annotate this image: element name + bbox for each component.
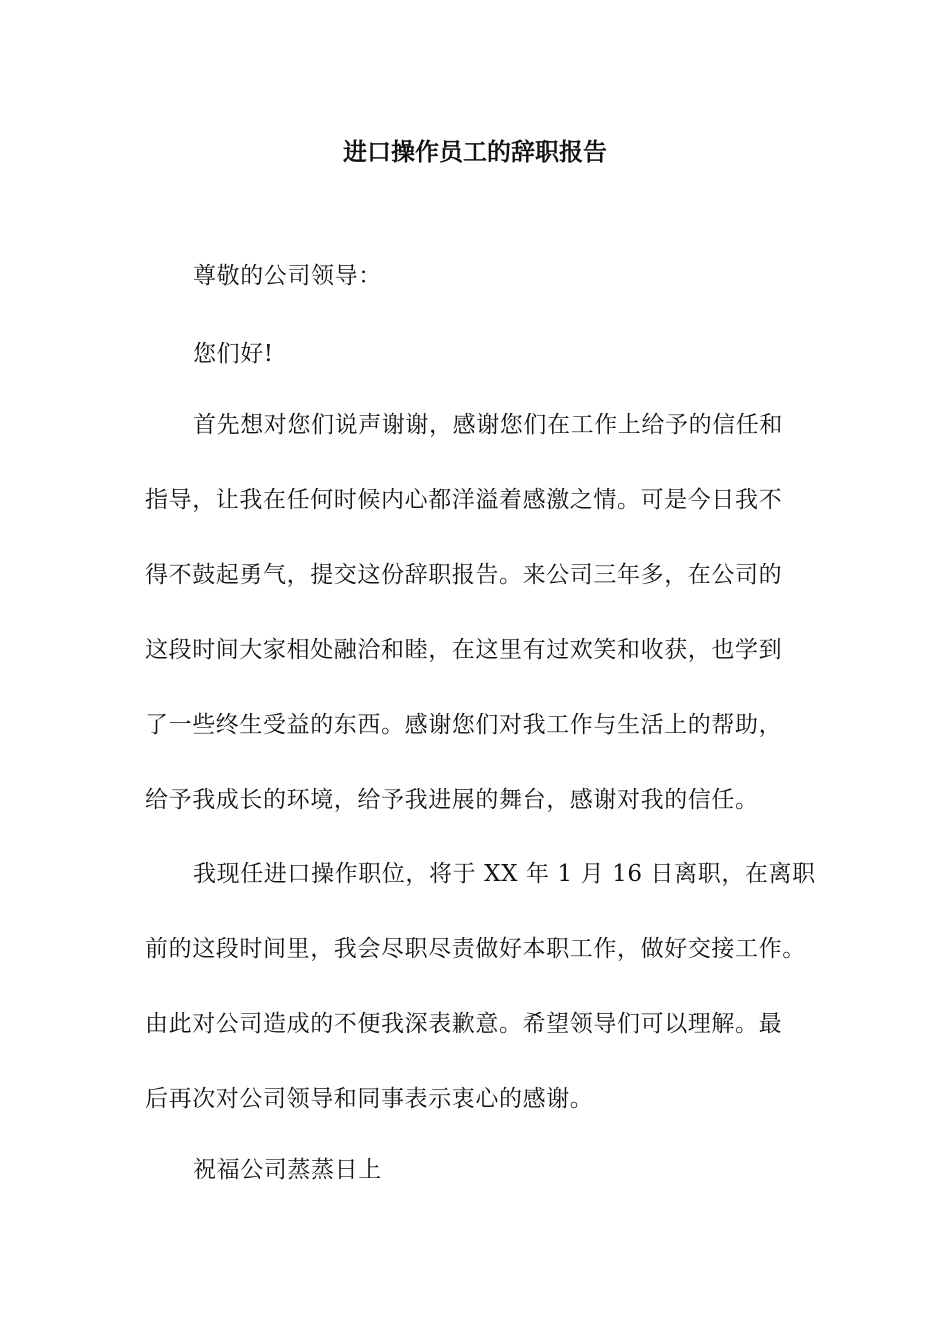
paragraph-line: 前的这段时间里，我会尽职尽责做好本职工作，做好交接工作。: [145, 936, 806, 962]
paragraph-line: 后再次对公司领导和同事表示衷心的感谢。: [145, 1086, 594, 1112]
paragraph-line: 这段时间大家相处融洽和睦，在这里有过欢笑和收获，也学到: [145, 637, 783, 663]
closing-line: 祝福公司蒸蒸日上: [193, 1157, 382, 1183]
paragraph-line: 得不鼓起勇气，提交这份辞职报告。来公司三年多，在公司的: [145, 562, 783, 588]
paragraph-line: 首先想对您们说声谢谢，感谢您们在工作上给予的信任和: [193, 412, 783, 438]
paragraph-line: 我现任进口操作职位，将于 XX 年 1 月 16 日离职，在离职: [193, 861, 816, 887]
greeting: 您们好!: [193, 341, 274, 367]
paragraph-line: 由此对公司造成的不便我深表歉意。希望领导们可以理解。最: [145, 1011, 783, 1037]
salutation: 尊敬的公司领导：: [193, 263, 382, 289]
paragraph-line: 给予我成长的环境，给予我进展的舞台，感谢对我的信任。: [145, 787, 759, 813]
document-title: 进口操作员工的辞职报告: [343, 137, 607, 166]
paragraph-line: 了一些终生受益的东西。感谢您们对我工作与生活上的帮助，: [145, 712, 783, 738]
paragraph-line: 指导，让我在任何时候内心都洋溢着感激之情。可是今日我不: [145, 487, 783, 513]
